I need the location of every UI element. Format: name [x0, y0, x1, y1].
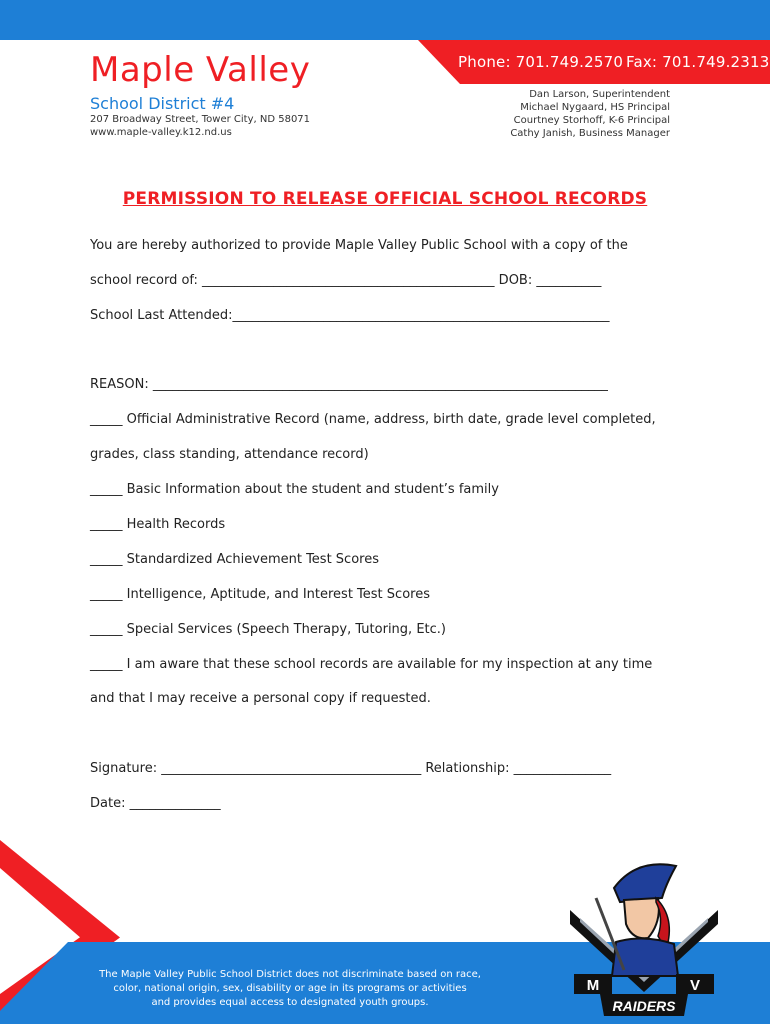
logo-face	[624, 898, 659, 938]
raiders-logo	[566, 858, 722, 1018]
staff-k6-principal: Courtney Storhoff, K-6 Principal	[513, 115, 670, 126]
fax-number: Fax: 701.749.2313	[626, 53, 770, 71]
option-achievement-scores[interactable]: _____ Standardized Achievement Test Scores	[90, 552, 379, 567]
record-of-field[interactable]: school record of: _____________________________________________ DOB: __________	[90, 273, 602, 288]
staff-business-manager: Cathy Janish, Business Manager	[510, 128, 670, 139]
form-title: PERMISSION TO RELEASE OFFICIAL SCHOOL RECORDS	[122, 189, 648, 209]
option-intelligence-scores[interactable]: _____ Intelligence, Aptitude, and Interest Test Scores	[90, 587, 430, 602]
district-address: 207 Broadway Street, Tower City, ND 58071	[90, 114, 311, 125]
nondiscrimination-line-3: and provides equal access to designated youth groups.	[151, 997, 429, 1008]
intro-text: You are hereby authorized to provide Maple Valley Public School with a copy of the	[90, 238, 628, 253]
district-subtitle: School District #4	[90, 94, 235, 113]
option-admin-record[interactable]: _____ Official Administrative Record (name, address, birth date, grade level completed,	[90, 412, 656, 427]
staff-list	[510, 88, 670, 140]
district-name: Maple Valley	[90, 50, 311, 90]
option-basic-info[interactable]: _____ Basic Information about the student and student’s family	[90, 482, 499, 497]
option-inspection-acknowledgement[interactable]: _____ I am aware that these school records are available for my inspection at any time	[90, 657, 653, 672]
staff-hs-principal: Michael Nygaard, HS Principal	[520, 102, 670, 113]
logo-letter-m: M	[586, 977, 600, 994]
signature-field[interactable]: Signature: ________________________________________ Relationship: _______________	[90, 761, 612, 776]
nondiscrimination-line-2: color, national origin, sex, disability or age in its programs or activities	[113, 983, 467, 994]
logo-letter-v: V	[689, 977, 701, 994]
option-admin-record-cont: grades, class standing, attendance record)	[90, 447, 369, 462]
staff-superintendent: Dan Larson, Superintendent	[529, 89, 670, 100]
district-website: www.maple-valley.k12.nd.us	[90, 127, 232, 138]
nondiscrimination-line-1: The Maple Valley Public School District does not discriminate based on race,	[99, 969, 481, 980]
logo-raiders-text: RAIDERS	[612, 998, 676, 1014]
option-special-services[interactable]: _____ Special Services (Speech Therapy, Tutoring, Etc.)	[90, 622, 446, 637]
last-attended-field[interactable]: School Last Attended:__________________________________________________________	[90, 308, 610, 323]
option-inspection-acknowledgement-cont: and that I may receive a personal copy if requested.	[90, 691, 431, 706]
option-health-records[interactable]: _____ Health Records	[90, 517, 226, 532]
phone-number: Phone: 701.749.2570	[458, 53, 624, 71]
reason-field[interactable]: REASON: ______________________________________________________________________	[90, 377, 608, 392]
top-accent-bar	[0, 0, 770, 40]
logo-hat	[614, 864, 676, 902]
date-field[interactable]: Date: ______________	[90, 796, 221, 811]
nondiscrimination-statement	[80, 968, 500, 1010]
logo-body	[612, 938, 678, 976]
